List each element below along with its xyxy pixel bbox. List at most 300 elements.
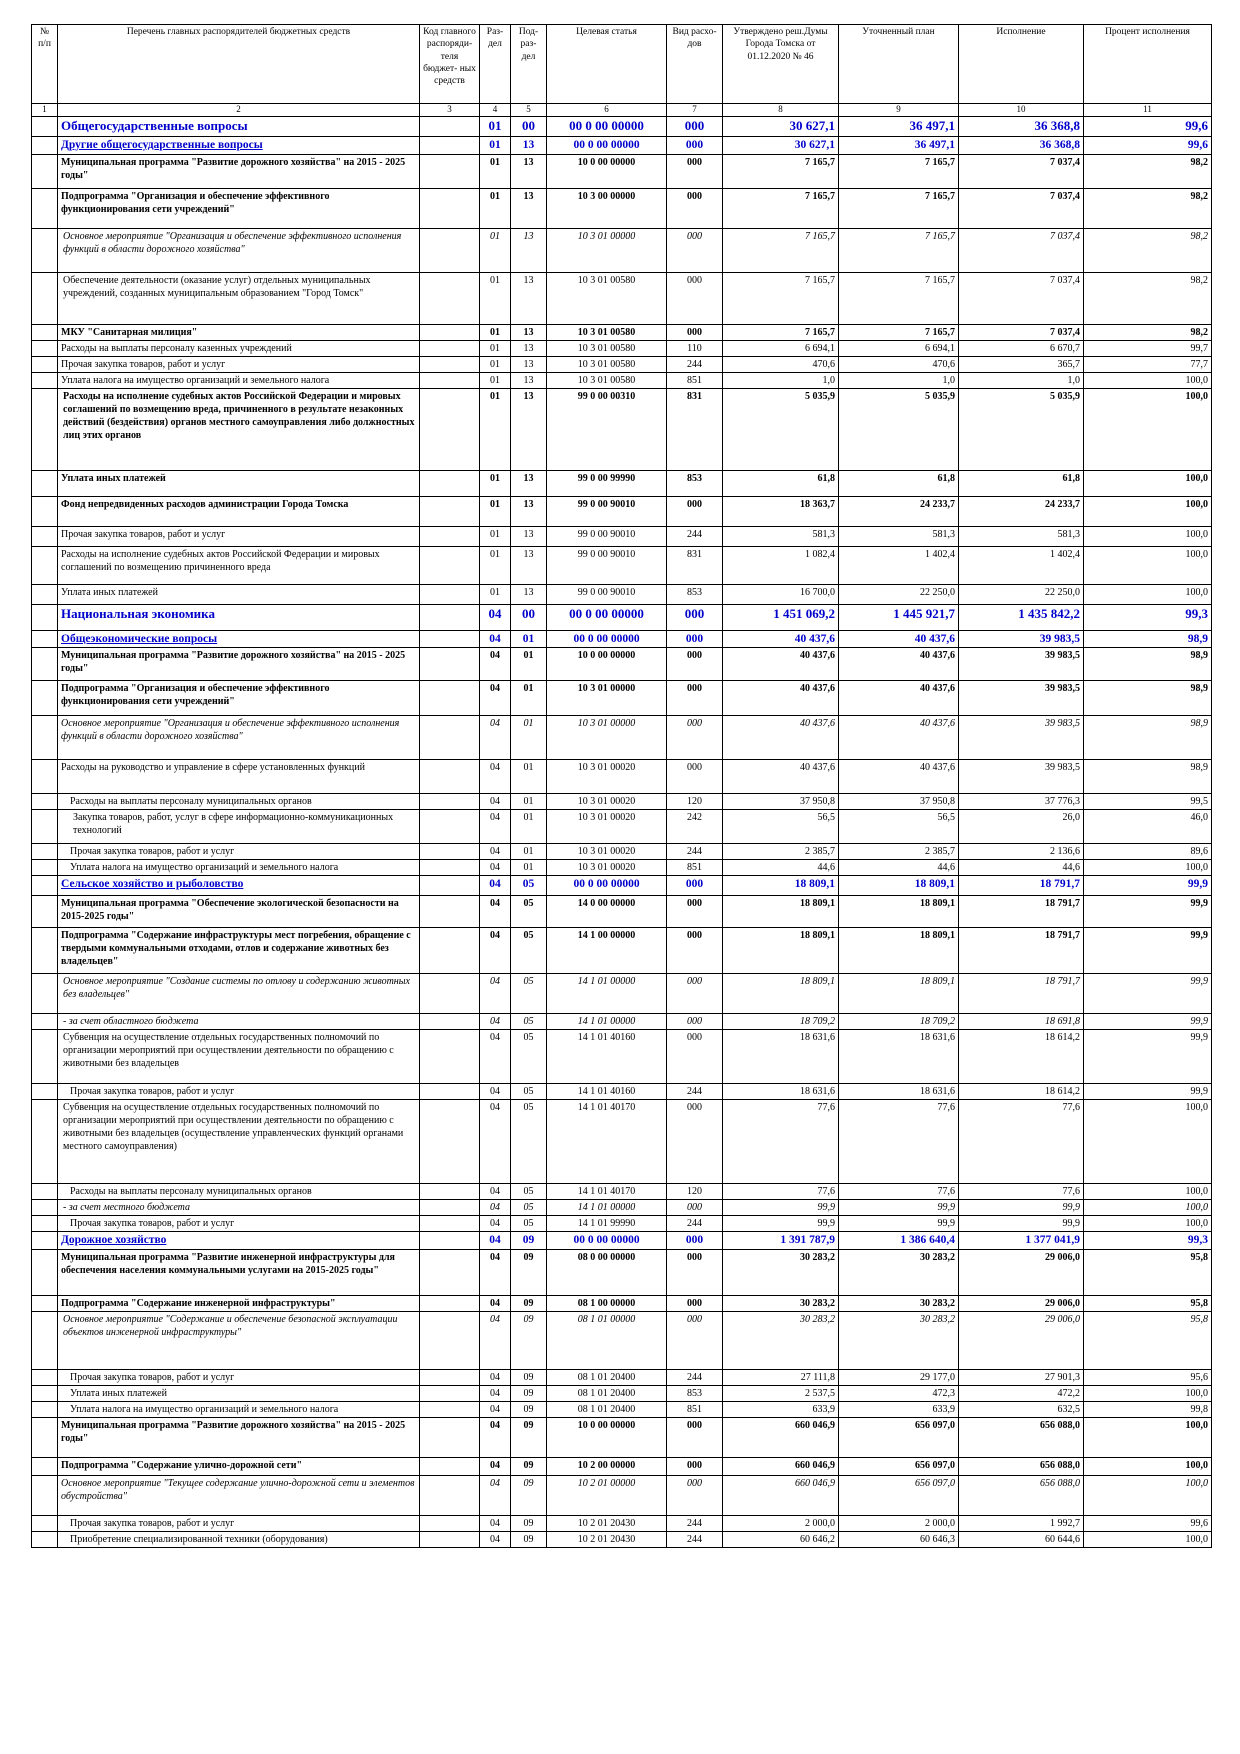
header-subsection: Под- раз- дел	[511, 25, 547, 104]
section-cell: 04	[480, 1312, 511, 1370]
expense-name-cell: Фонд непредвиденных расходов администрации Города Томска	[58, 496, 420, 526]
distributor-code-cell	[420, 1370, 480, 1386]
column-number: 4	[480, 104, 511, 117]
section-cell: 04	[480, 844, 511, 860]
table-row	[32, 372, 1212, 388]
section-cell: 01	[480, 136, 511, 154]
expense-type-cell: 851	[667, 860, 723, 876]
execution-percent-cell: 99,9	[1084, 876, 1212, 896]
target-article-cell: 00 0 00 00000	[547, 1232, 667, 1250]
row-number-cell	[32, 1386, 58, 1402]
expense-type-cell: 000	[667, 974, 723, 1014]
table-row	[32, 228, 1212, 272]
table-row	[32, 1532, 1212, 1548]
approved-amount-cell: 2 385,7	[723, 844, 839, 860]
expense-name-cell: МКУ "Санитарная милиция"	[58, 324, 420, 340]
table-row	[32, 584, 1212, 604]
approved-amount-cell: 633,9	[723, 1402, 839, 1418]
header-execution-percent: Процент исполнения	[1084, 25, 1212, 104]
subsection-cell: 01	[511, 844, 547, 860]
distributor-code-cell	[420, 928, 480, 974]
row-number-cell	[32, 604, 58, 630]
approved-amount-cell: 37 950,8	[723, 794, 839, 810]
section-cell: 01	[480, 272, 511, 324]
target-article-cell: 10 3 00 00000	[547, 188, 667, 228]
execution-percent-cell: 100,0	[1084, 1418, 1212, 1458]
target-article-cell: 10 2 01 00000	[547, 1476, 667, 1516]
execution-amount-cell: 29 006,0	[959, 1250, 1084, 1296]
revised-plan-cell: 18 809,1	[839, 928, 959, 974]
target-article-cell: 10 0 00 00000	[547, 154, 667, 188]
expense-name-cell: Уплата иных платежей	[58, 1386, 420, 1402]
expense-type-cell: 000	[667, 716, 723, 760]
execution-percent-cell: 100,0	[1084, 1184, 1212, 1200]
target-article-cell: 00 0 00 00000	[547, 136, 667, 154]
section-cell: 01	[480, 324, 511, 340]
column-number: 7	[667, 104, 723, 117]
distributor-code-cell	[420, 1516, 480, 1532]
revised-plan-cell: 656 097,0	[839, 1458, 959, 1476]
target-article-cell: 10 3 01 00020	[547, 810, 667, 844]
column-number: 6	[547, 104, 667, 117]
target-article-cell: 00 0 00 00000	[547, 116, 667, 136]
revised-plan-cell: 30 283,2	[839, 1296, 959, 1312]
table-row	[32, 1476, 1212, 1516]
expense-name-cell: Сельское хозяйство и рыболовство	[58, 876, 420, 896]
execution-percent-cell: 95,8	[1084, 1250, 1212, 1296]
expense-type-cell: 000	[667, 604, 723, 630]
revised-plan-cell: 30 283,2	[839, 1312, 959, 1370]
distributor-code-cell	[420, 526, 480, 546]
row-number-cell	[32, 1030, 58, 1084]
execution-percent-cell: 99,8	[1084, 1402, 1212, 1418]
row-number-cell	[32, 116, 58, 136]
execution-amount-cell: 6 670,7	[959, 340, 1084, 356]
table-row	[32, 648, 1212, 681]
revised-plan-cell: 29 177,0	[839, 1370, 959, 1386]
execution-amount-cell: 18 791,7	[959, 928, 1084, 974]
execution-amount-cell: 2 136,6	[959, 844, 1084, 860]
column-number: 9	[839, 104, 959, 117]
expense-type-cell: 000	[667, 228, 723, 272]
expense-type-cell: 000	[667, 681, 723, 716]
approved-amount-cell: 30 627,1	[723, 136, 839, 154]
revised-plan-cell: 30 283,2	[839, 1250, 959, 1296]
revised-plan-cell: 40 437,6	[839, 716, 959, 760]
distributor-code-cell	[420, 372, 480, 388]
distributor-code-cell	[420, 1312, 480, 1370]
subsection-cell: 13	[511, 324, 547, 340]
target-article-cell: 08 1 00 00000	[547, 1296, 667, 1312]
distributor-code-cell	[420, 974, 480, 1014]
approved-amount-cell: 40 437,6	[723, 716, 839, 760]
approved-amount-cell: 77,6	[723, 1100, 839, 1184]
expense-type-cell: 242	[667, 810, 723, 844]
execution-amount-cell: 18 614,2	[959, 1030, 1084, 1084]
execution-amount-cell: 60 644,6	[959, 1532, 1084, 1548]
expense-type-cell: 000	[667, 1458, 723, 1476]
distributor-code-cell	[420, 896, 480, 928]
expense-type-cell: 244	[667, 1216, 723, 1232]
header-expense-type: Вид расхо- дов	[667, 25, 723, 104]
column-number: 8	[723, 104, 839, 117]
approved-amount-cell: 7 165,7	[723, 154, 839, 188]
target-article-cell: 10 0 00 00000	[547, 648, 667, 681]
expense-name-cell: Уплата иных платежей	[58, 584, 420, 604]
approved-amount-cell: 660 046,9	[723, 1476, 839, 1516]
expense-name-cell: Расходы на исполнение судебных актов Российской Федерации и мировых соглашений по возмещению вреда, причиненного в результате незаконных действий (бездействия) органов местного самоуправления либо должностных лиц этих органов	[58, 388, 420, 470]
table-row	[32, 928, 1212, 974]
row-number-cell	[32, 340, 58, 356]
revised-plan-cell: 470,6	[839, 356, 959, 372]
distributor-code-cell	[420, 272, 480, 324]
expense-type-cell: 244	[667, 356, 723, 372]
execution-amount-cell: 44,6	[959, 860, 1084, 876]
distributor-code-cell	[420, 154, 480, 188]
target-article-cell: 99 0 00 90010	[547, 546, 667, 584]
approved-amount-cell: 6 694,1	[723, 340, 839, 356]
execution-percent-cell: 99,6	[1084, 116, 1212, 136]
table-row	[32, 1312, 1212, 1370]
section-cell: 04	[480, 760, 511, 794]
row-number-cell	[32, 1370, 58, 1386]
header-row-number: № п/п	[32, 25, 58, 104]
target-article-cell: 00 0 00 00000	[547, 604, 667, 630]
execution-percent-cell: 77,7	[1084, 356, 1212, 372]
target-article-cell: 10 2 01 20430	[547, 1532, 667, 1548]
execution-amount-cell: 18 791,7	[959, 876, 1084, 896]
expense-type-cell: 000	[667, 1030, 723, 1084]
approved-amount-cell: 660 046,9	[723, 1458, 839, 1476]
distributor-code-cell	[420, 546, 480, 584]
row-number-cell	[32, 1014, 58, 1030]
approved-amount-cell: 18 809,1	[723, 876, 839, 896]
approved-amount-cell: 18 709,2	[723, 1014, 839, 1030]
header-revised-plan: Уточненный план	[839, 25, 959, 104]
execution-percent-cell: 99,9	[1084, 896, 1212, 928]
distributor-code-cell	[420, 1184, 480, 1200]
subsection-cell: 09	[511, 1386, 547, 1402]
revised-plan-cell: 1,0	[839, 372, 959, 388]
table-row	[32, 1402, 1212, 1418]
execution-amount-cell: 1 992,7	[959, 1516, 1084, 1532]
row-number-cell	[32, 1200, 58, 1216]
expense-name-cell: Прочая закупка товаров, работ и услуг	[58, 356, 420, 372]
subsection-cell: 05	[511, 1200, 547, 1216]
execution-percent-cell: 98,2	[1084, 188, 1212, 228]
table-row	[32, 1232, 1212, 1250]
budget-execution-table	[31, 24, 1212, 1548]
section-cell: 01	[480, 388, 511, 470]
subsection-cell: 05	[511, 928, 547, 974]
subsection-cell: 05	[511, 974, 547, 1014]
subsection-cell: 13	[511, 272, 547, 324]
table-row	[32, 681, 1212, 716]
approved-amount-cell: 1 451 069,2	[723, 604, 839, 630]
distributor-code-cell	[420, 1014, 480, 1030]
execution-percent-cell: 98,2	[1084, 228, 1212, 272]
distributor-code-cell	[420, 1250, 480, 1296]
subsection-cell: 05	[511, 1100, 547, 1184]
section-cell: 04	[480, 1232, 511, 1250]
execution-amount-cell: 77,6	[959, 1184, 1084, 1200]
expense-type-cell: 853	[667, 470, 723, 496]
expense-type-cell: 851	[667, 372, 723, 388]
approved-amount-cell: 2 000,0	[723, 1516, 839, 1532]
target-article-cell: 10 3 01 00000	[547, 681, 667, 716]
approved-amount-cell: 18 363,7	[723, 496, 839, 526]
subsection-cell: 13	[511, 470, 547, 496]
distributor-code-cell	[420, 844, 480, 860]
revised-plan-cell: 44,6	[839, 860, 959, 876]
subsection-cell: 09	[511, 1402, 547, 1418]
target-article-cell: 08 1 01 20400	[547, 1386, 667, 1402]
table-row	[32, 1386, 1212, 1402]
subsection-cell: 09	[511, 1232, 547, 1250]
column-number: 2	[58, 104, 420, 117]
target-article-cell: 00 0 00 00000	[547, 876, 667, 896]
revised-plan-cell: 581,3	[839, 526, 959, 546]
revised-plan-cell: 22 250,0	[839, 584, 959, 604]
row-number-cell	[32, 324, 58, 340]
execution-amount-cell: 632,5	[959, 1402, 1084, 1418]
approved-amount-cell: 18 631,6	[723, 1084, 839, 1100]
section-cell: 01	[480, 356, 511, 372]
section-cell: 01	[480, 372, 511, 388]
target-article-cell: 14 1 01 40170	[547, 1184, 667, 1200]
execution-amount-cell: 39 983,5	[959, 648, 1084, 681]
section-cell: 04	[480, 1030, 511, 1084]
expense-name-cell: Прочая закупка товаров, работ и услуг	[58, 1084, 420, 1100]
target-article-cell: 10 2 01 20430	[547, 1516, 667, 1532]
section-cell: 04	[480, 604, 511, 630]
expense-name-cell: Муниципальная программа "Развитие дорожного хозяйства" на 2015 - 2025 годы"	[58, 1418, 420, 1458]
section-cell: 01	[480, 116, 511, 136]
subsection-cell: 13	[511, 526, 547, 546]
execution-amount-cell: 1 435 842,2	[959, 604, 1084, 630]
expense-type-cell: 000	[667, 324, 723, 340]
expense-type-cell: 244	[667, 844, 723, 860]
distributor-code-cell	[420, 860, 480, 876]
subsection-cell: 05	[511, 1184, 547, 1200]
revised-plan-cell: 1 386 640,4	[839, 1232, 959, 1250]
expense-name-cell: Муниципальная программа "Развитие дорожного хозяйства" на 2015 - 2025 годы"	[58, 154, 420, 188]
approved-amount-cell: 30 283,2	[723, 1296, 839, 1312]
expense-name-cell: Прочая закупка товаров, работ и услуг	[58, 526, 420, 546]
target-article-cell: 10 3 01 00020	[547, 860, 667, 876]
distributor-code-cell	[420, 340, 480, 356]
execution-amount-cell: 656 088,0	[959, 1476, 1084, 1516]
execution-amount-cell: 656 088,0	[959, 1418, 1084, 1458]
subsection-cell: 00	[511, 116, 547, 136]
expense-type-cell: 000	[667, 876, 723, 896]
execution-percent-cell: 98,2	[1084, 324, 1212, 340]
execution-percent-cell: 95,6	[1084, 1370, 1212, 1386]
approved-amount-cell: 30 283,2	[723, 1250, 839, 1296]
execution-percent-cell: 100,0	[1084, 1216, 1212, 1232]
table-row	[32, 794, 1212, 810]
distributor-code-cell	[420, 630, 480, 648]
section-cell: 04	[480, 1386, 511, 1402]
execution-percent-cell: 46,0	[1084, 810, 1212, 844]
subsection-cell: 09	[511, 1458, 547, 1476]
execution-percent-cell: 100,0	[1084, 1386, 1212, 1402]
expense-name-cell: Основное мероприятие "Создание системы по отлову и содержанию животных без владельцев"	[58, 974, 420, 1014]
expense-name-cell: Общегосударственные вопросы	[58, 116, 420, 136]
target-article-cell: 99 0 00 99990	[547, 470, 667, 496]
subsection-cell: 09	[511, 1532, 547, 1548]
target-article-cell: 99 0 00 90010	[547, 584, 667, 604]
expense-type-cell: 853	[667, 1386, 723, 1402]
row-number-cell	[32, 584, 58, 604]
target-article-cell: 08 1 01 20400	[547, 1370, 667, 1386]
section-cell: 04	[480, 1014, 511, 1030]
distributor-code-cell	[420, 716, 480, 760]
table-row	[32, 716, 1212, 760]
row-number-cell	[32, 1476, 58, 1516]
expense-name-cell: Другие общегосударственные вопросы	[58, 136, 420, 154]
execution-percent-cell: 99,9	[1084, 1084, 1212, 1100]
execution-amount-cell: 99,9	[959, 1200, 1084, 1216]
expense-type-cell: 000	[667, 1232, 723, 1250]
section-cell: 04	[480, 1084, 511, 1100]
expense-type-cell: 000	[667, 1100, 723, 1184]
subsection-cell: 05	[511, 1014, 547, 1030]
execution-amount-cell: 39 983,5	[959, 630, 1084, 648]
execution-amount-cell: 27 901,3	[959, 1370, 1084, 1386]
expense-type-cell: 000	[667, 1296, 723, 1312]
expense-name-cell: Муниципальная программа "Развитие инженерной инфраструктуры для обеспечения населения коммунальными услугами на 2015-2025 годы"	[58, 1250, 420, 1296]
section-cell: 04	[480, 630, 511, 648]
section-cell: 04	[480, 1216, 511, 1232]
subsection-cell: 13	[511, 228, 547, 272]
execution-percent-cell: 99,5	[1084, 794, 1212, 810]
subsection-cell: 13	[511, 340, 547, 356]
table-row	[32, 1216, 1212, 1232]
section-cell: 04	[480, 1200, 511, 1216]
subsection-cell: 01	[511, 860, 547, 876]
table-row	[32, 630, 1212, 648]
row-number-cell	[32, 974, 58, 1014]
expense-name-cell: Уплата иных платежей	[58, 470, 420, 496]
distributor-code-cell	[420, 648, 480, 681]
row-number-cell	[32, 154, 58, 188]
expense-type-cell: 000	[667, 896, 723, 928]
execution-amount-cell: 37 776,3	[959, 794, 1084, 810]
revised-plan-cell: 1 402,4	[839, 546, 959, 584]
row-number-cell	[32, 760, 58, 794]
execution-percent-cell: 99,9	[1084, 1014, 1212, 1030]
revised-plan-cell: 7 165,7	[839, 324, 959, 340]
row-number-cell	[32, 928, 58, 974]
row-number-cell	[32, 1232, 58, 1250]
distributor-code-cell	[420, 1200, 480, 1216]
section-cell: 04	[480, 1476, 511, 1516]
revised-plan-cell: 40 437,6	[839, 648, 959, 681]
row-number-cell	[32, 1250, 58, 1296]
revised-plan-cell: 36 497,1	[839, 136, 959, 154]
approved-amount-cell: 27 111,8	[723, 1370, 839, 1386]
execution-percent-cell: 98,9	[1084, 648, 1212, 681]
execution-amount-cell: 7 037,4	[959, 272, 1084, 324]
expense-name-cell: Прочая закупка товаров, работ и услуг	[58, 1216, 420, 1232]
expense-name-cell: Основное мероприятие "Организация и обеспечение эффективного исполнения функций в области дорожного хозяйства"	[58, 716, 420, 760]
distributor-code-cell	[420, 1402, 480, 1418]
execution-percent-cell: 100,0	[1084, 1458, 1212, 1476]
row-number-cell	[32, 876, 58, 896]
subsection-cell: 05	[511, 1216, 547, 1232]
execution-percent-cell: 100,0	[1084, 1532, 1212, 1548]
section-cell: 01	[480, 340, 511, 356]
target-article-cell: 10 3 01 00020	[547, 794, 667, 810]
approved-amount-cell: 56,5	[723, 810, 839, 844]
target-article-cell: 14 0 00 00000	[547, 896, 667, 928]
subsection-cell: 13	[511, 136, 547, 154]
expense-name-cell: Расходы на выплаты персоналу муниципальных органов	[58, 1184, 420, 1200]
target-article-cell: 10 2 00 00000	[547, 1458, 667, 1476]
section-cell: 04	[480, 1532, 511, 1548]
table-row	[32, 604, 1212, 630]
row-number-cell	[32, 794, 58, 810]
expense-type-cell: 244	[667, 526, 723, 546]
revised-plan-cell: 40 437,6	[839, 760, 959, 794]
revised-plan-cell: 633,9	[839, 1402, 959, 1418]
row-number-cell	[32, 388, 58, 470]
expense-type-cell: 000	[667, 760, 723, 794]
target-article-cell: 08 1 01 20400	[547, 1402, 667, 1418]
execution-percent-cell: 95,8	[1084, 1296, 1212, 1312]
execution-amount-cell: 24 233,7	[959, 496, 1084, 526]
execution-amount-cell: 29 006,0	[959, 1312, 1084, 1370]
distributor-code-cell	[420, 1532, 480, 1548]
table-row	[32, 136, 1212, 154]
expense-type-cell: 000	[667, 136, 723, 154]
table-row	[32, 1516, 1212, 1532]
row-number-cell	[32, 272, 58, 324]
target-article-cell: 10 3 01 00580	[547, 340, 667, 356]
revised-plan-cell: 77,6	[839, 1184, 959, 1200]
header-target-article: Целевая статья	[547, 25, 667, 104]
expense-name-cell: Уплата налога на имущество организаций и земельного налога	[58, 860, 420, 876]
execution-amount-cell: 18 614,2	[959, 1084, 1084, 1100]
approved-amount-cell: 470,6	[723, 356, 839, 372]
revised-plan-cell: 656 097,0	[839, 1418, 959, 1458]
row-number-cell	[32, 1084, 58, 1100]
expense-name-cell: Субвенция на осуществление отдельных государственных полномочий по организации мероприятий при осуществлении деятельности по обращению с животными без владельцев	[58, 1030, 420, 1084]
approved-amount-cell: 40 437,6	[723, 630, 839, 648]
target-article-cell: 14 1 01 40160	[547, 1084, 667, 1100]
revised-plan-cell: 56,5	[839, 810, 959, 844]
table-row	[32, 188, 1212, 228]
approved-amount-cell: 581,3	[723, 526, 839, 546]
table-row	[32, 860, 1212, 876]
expense-type-cell: 000	[667, 1418, 723, 1458]
subsection-cell: 05	[511, 896, 547, 928]
target-article-cell: 08 0 00 00000	[547, 1250, 667, 1296]
approved-amount-cell: 18 809,1	[723, 974, 839, 1014]
table-row	[32, 844, 1212, 860]
approved-amount-cell: 2 537,5	[723, 1386, 839, 1402]
expense-name-cell: Прочая закупка товаров, работ и услуг	[58, 1516, 420, 1532]
table-row	[32, 974, 1212, 1014]
section-cell: 01	[480, 470, 511, 496]
execution-amount-cell: 7 037,4	[959, 324, 1084, 340]
execution-amount-cell: 39 983,5	[959, 760, 1084, 794]
approved-amount-cell: 1 082,4	[723, 546, 839, 584]
target-article-cell: 10 3 01 00020	[547, 844, 667, 860]
section-cell: 04	[480, 1418, 511, 1458]
approved-amount-cell: 18 809,1	[723, 896, 839, 928]
